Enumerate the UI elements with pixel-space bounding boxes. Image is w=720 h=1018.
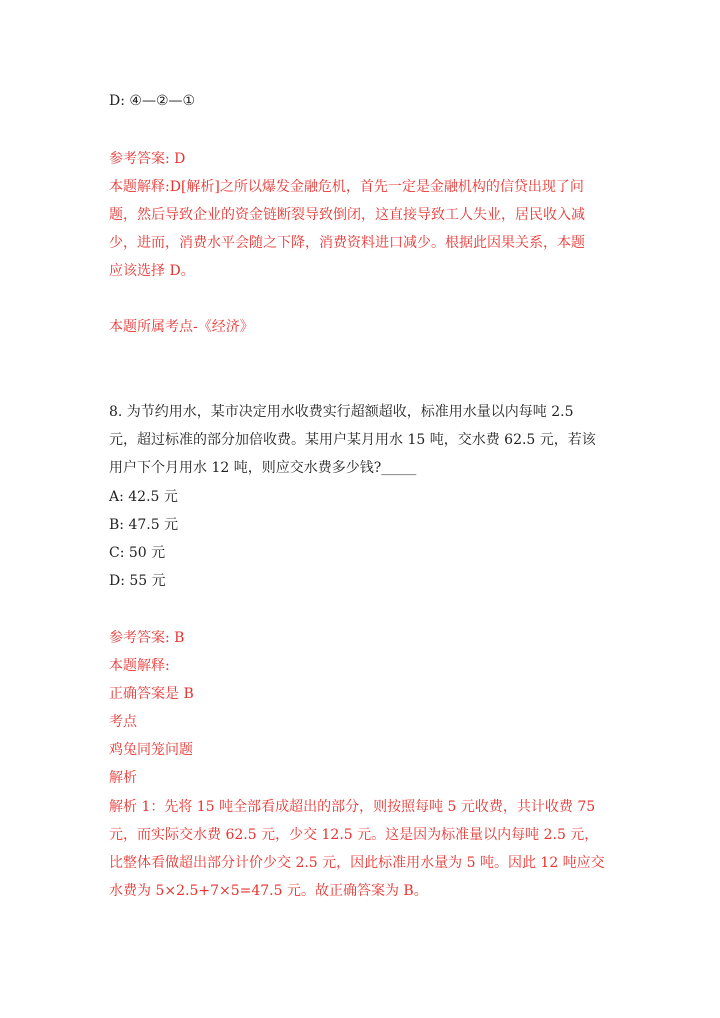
q8-stem-line-1: 8. 为节约用水，某市决定用水收费实行超额超收，标准用水量以内每吨 2.5 (109, 404, 574, 420)
q8-explanation-label: 本题解释: (109, 658, 170, 674)
prev-explanation-line-1: 本题解释:D[解析]之所以爆发金融危机，首先一定是金融机构的信贷出现了问 (109, 179, 584, 195)
q8-answer: 参考答案: B (109, 630, 185, 646)
q8-stem-line-2: 元，超过标准的部分加倍收费。某用户某月用水 15 吨，交水费 62.5 元，若该 (109, 432, 596, 448)
q8-option-a: A: 42.5 元 (109, 489, 178, 505)
q8-option-c: C: 50 元 (109, 545, 166, 561)
q8-jiexi-label: 解析 (109, 770, 137, 786)
q8-kaodian-label: 考点 (109, 714, 137, 730)
q8-jiexi-line-1: 解析 1：先将 15 吨全部看成超出的部分，则按照每吨 5 元收费，共计收费 75 (109, 799, 596, 815)
q8-jiexi-line-4: 水费为 5×2.5+7×5=47.5 元。故正确答案为 B。 (109, 883, 428, 899)
q8-jiexi-line-3: 比整体看做超出部分计价少交 2.5 元，因此标准用水量为 5 吨。因此 12 吨应交 (109, 855, 605, 871)
q8-kaodian-value: 鸡兔同笼问题 (109, 742, 193, 758)
q8-option-d: D: 55 元 (109, 573, 166, 589)
q8-stem-line-3: 用户下个月用水 12 吨，则应交水费多少钱?_____ (109, 460, 417, 476)
q8-jiexi-line-2: 元，而实际交水费 62.5 元，少交 12.5 元。这是因为标准量以内每吨 2.5 元， (109, 827, 599, 843)
prev-explanation-line-4: 应该选择 D。 (109, 263, 195, 279)
prev-explanation-line-2: 题，然后导致企业的资金链断裂导致倒闭，这直接导致工人失业，居民收入减 (109, 207, 585, 223)
q8-correct-answer: 正确答案是 B (109, 686, 194, 702)
q8-option-b: B: 47.5 元 (109, 517, 179, 533)
prev-explanation-line-3: 少，进而，消费水平会随之下降，消费资料进口减少。根据此因果关系，本题 (109, 235, 585, 251)
prev-topic: 本题所属考点-《经济》 (109, 319, 254, 335)
prev-answer: 参考答案: D (109, 151, 186, 167)
prev-option-d: D: ④—②—① (109, 93, 196, 109)
